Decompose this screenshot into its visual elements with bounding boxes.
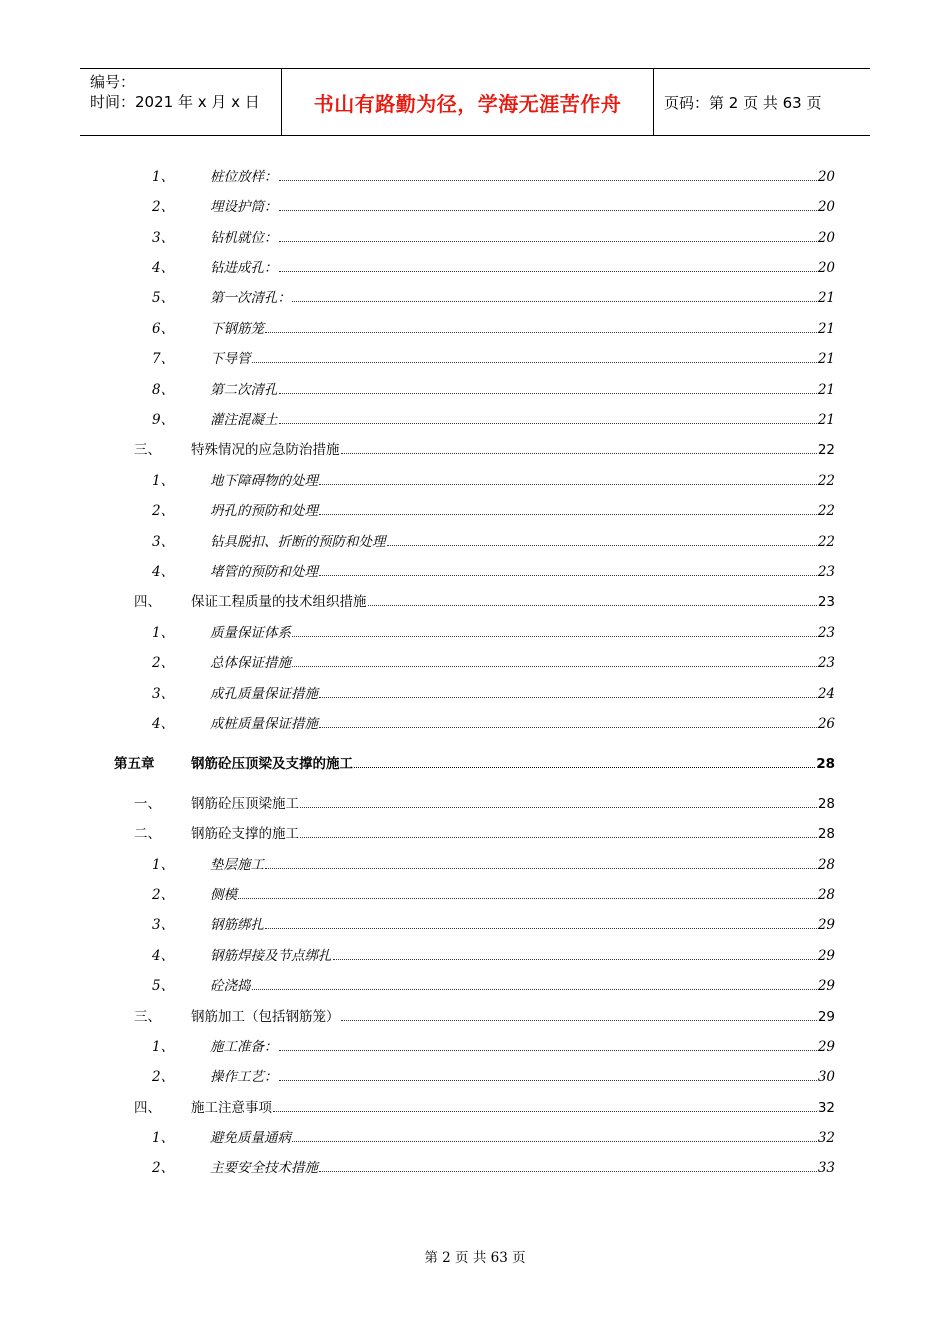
toc-entry-page: 26 bbox=[817, 716, 835, 732]
toc-entry-page: 22 bbox=[817, 473, 835, 489]
toc-entry-line bbox=[210, 167, 835, 187]
toc-entry-number: 2、 bbox=[152, 887, 175, 903]
toc-entry[interactable] bbox=[0, 592, 950, 612]
dot-leader bbox=[265, 331, 817, 333]
toc-entry-line bbox=[191, 754, 835, 774]
toc-entry[interactable] bbox=[0, 288, 950, 308]
toc-entry-line bbox=[210, 197, 835, 217]
toc-entry-number: 7、 bbox=[152, 351, 175, 367]
toc-entry-title: 下钢筋笼 bbox=[210, 321, 264, 337]
toc-entry[interactable] bbox=[0, 228, 950, 248]
toc-entry[interactable] bbox=[0, 562, 950, 582]
dot-leader bbox=[279, 209, 817, 211]
toc-entry-number: 8、 bbox=[152, 382, 175, 398]
toc-entry-line bbox=[210, 1128, 835, 1148]
toc-entry-number: 4、 bbox=[152, 564, 175, 580]
toc-entry-title: 砼浇捣 bbox=[210, 978, 251, 994]
toc-entry-page: 22 bbox=[817, 442, 835, 458]
toc-entry[interactable] bbox=[0, 885, 950, 905]
toc-entry-number: 四、 bbox=[134, 1100, 161, 1116]
dot-leader bbox=[252, 361, 817, 363]
toc-entry-title: 桩位放样： bbox=[210, 169, 278, 185]
toc-entry-line bbox=[210, 976, 835, 996]
toc-entry[interactable] bbox=[0, 532, 950, 552]
toc-entry-number: 第五章 bbox=[114, 756, 155, 772]
toc-entry[interactable] bbox=[0, 167, 950, 187]
toc-entry-title: 坍孔的预防和处理 bbox=[210, 503, 318, 519]
page-footer: 第 2 页 共 63 页 bbox=[424, 1250, 526, 1266]
toc-entry[interactable] bbox=[0, 410, 950, 430]
toc-entry-title: 钢筋砼支撑的施工 bbox=[191, 826, 299, 842]
toc-entry[interactable] bbox=[0, 380, 950, 400]
toc-entry-title: 特殊情况的应急防治措施 bbox=[191, 442, 340, 458]
toc-entry-line bbox=[210, 410, 835, 430]
toc-entry-number: 3、 bbox=[152, 686, 175, 702]
toc-entry[interactable] bbox=[0, 440, 950, 460]
toc-entry-page: 30 bbox=[817, 1069, 835, 1085]
toc-entry-page: 21 bbox=[817, 321, 835, 337]
dot-leader bbox=[292, 300, 817, 302]
toc-entry[interactable] bbox=[0, 501, 950, 521]
toc-entry-title: 总体保证措施 bbox=[210, 655, 291, 671]
toc-entry-title: 第一次清孔： bbox=[210, 290, 291, 306]
header-page-info: 页码：第 2 页 共 63 页 bbox=[664, 93, 822, 112]
toc-entry-title: 钢筋砼压顶梁施工 bbox=[191, 796, 299, 812]
toc-entry-line bbox=[210, 532, 835, 552]
dot-leader bbox=[387, 544, 817, 546]
toc-entry[interactable] bbox=[0, 714, 950, 734]
toc-entry[interactable] bbox=[0, 1037, 950, 1057]
toc-entry-line bbox=[191, 1098, 835, 1118]
dot-leader bbox=[279, 270, 817, 272]
dot-leader bbox=[252, 988, 817, 990]
toc-entry-page: 28 bbox=[817, 857, 835, 873]
dot-leader bbox=[265, 927, 817, 929]
toc-entry-line bbox=[191, 1007, 835, 1027]
toc-entry-title: 施工准备： bbox=[210, 1039, 278, 1055]
toc-entry-number: 2、 bbox=[152, 199, 175, 215]
toc-entry-title: 主要安全技术措施 bbox=[210, 1160, 318, 1176]
toc-entry-number: 四、 bbox=[134, 594, 161, 610]
toc-entry[interactable] bbox=[0, 855, 950, 875]
toc-entry-page: 29 bbox=[817, 1009, 835, 1025]
toc-entry-line bbox=[210, 288, 835, 308]
toc-entry-number: 1、 bbox=[152, 1130, 175, 1146]
toc-entry-line bbox=[191, 824, 835, 844]
toc-entry-page: 23 bbox=[817, 564, 835, 580]
toc-entry[interactable] bbox=[0, 976, 950, 996]
toc-entry-page: 21 bbox=[817, 412, 835, 428]
toc-entry-line bbox=[210, 1037, 835, 1057]
toc-entry-title: 成桩质量保证措施 bbox=[210, 716, 318, 732]
dot-leader bbox=[292, 665, 817, 667]
time-label: 时间：2021 年 x 月 x 日 bbox=[90, 93, 260, 111]
toc-entry-title: 钻进成孔： bbox=[210, 260, 278, 276]
toc-entry-number: 2、 bbox=[152, 1069, 175, 1085]
dot-leader bbox=[279, 240, 817, 242]
toc-entry-number: 2、 bbox=[152, 1160, 175, 1176]
toc-entry-line bbox=[210, 714, 835, 734]
toc-entry-title: 钢筋焊接及节点绑扎 bbox=[210, 948, 332, 964]
toc-entry-page: 28 bbox=[817, 887, 835, 903]
toc-entry-line bbox=[210, 855, 835, 875]
toc-entry[interactable] bbox=[0, 623, 950, 643]
toc-entry-number: 1、 bbox=[152, 169, 175, 185]
toc-entry[interactable] bbox=[0, 915, 950, 935]
toc-entry-title: 地下障碍物的处理 bbox=[210, 473, 318, 489]
dot-leader bbox=[368, 604, 817, 606]
number-label: 编号： bbox=[90, 73, 136, 91]
toc-entry[interactable] bbox=[0, 1098, 950, 1118]
toc-entry-number: 5、 bbox=[152, 290, 175, 306]
toc-entry-page: 32 bbox=[817, 1130, 835, 1146]
toc-entry-page: 28 bbox=[817, 796, 835, 812]
toc-entry-line bbox=[210, 501, 835, 521]
toc-entry-line bbox=[191, 794, 835, 814]
toc-entry-title: 灌注混凝土 bbox=[210, 412, 278, 428]
toc-entry-page: 29 bbox=[817, 1039, 835, 1055]
dot-leader bbox=[279, 179, 817, 181]
toc-entry-title: 垫层施工 bbox=[210, 857, 264, 873]
toc-entry-page: 21 bbox=[817, 351, 835, 367]
toc-entry-page: 20 bbox=[817, 260, 835, 276]
dot-leader bbox=[319, 574, 817, 576]
header-motto: 书山有路勤为径，学海无涯苦作舟 bbox=[282, 69, 654, 135]
toc-entry[interactable] bbox=[0, 349, 950, 369]
page-header bbox=[80, 68, 870, 136]
toc-entry-line bbox=[210, 1067, 835, 1087]
toc-entry-page: 21 bbox=[817, 290, 835, 306]
toc-entry[interactable] bbox=[0, 946, 950, 966]
toc-entry-page: 29 bbox=[817, 978, 835, 994]
toc-entry-page: 23 bbox=[817, 625, 835, 641]
toc-entry-line bbox=[210, 380, 835, 400]
dot-leader bbox=[319, 696, 817, 698]
toc-entry-title: 成孔质量保证措施 bbox=[210, 686, 318, 702]
toc-entry-number: 4、 bbox=[152, 260, 175, 276]
dot-leader bbox=[333, 958, 817, 960]
toc-entry[interactable] bbox=[0, 684, 950, 704]
toc-entry-page: 23 bbox=[817, 594, 835, 610]
toc-entry-line bbox=[210, 915, 835, 935]
toc-entry-line bbox=[191, 592, 835, 612]
toc-entry-title: 第二次清孔 bbox=[210, 382, 278, 398]
toc-entry-line bbox=[210, 319, 835, 339]
dot-leader bbox=[354, 766, 815, 768]
toc-entry-page: 22 bbox=[817, 534, 835, 550]
toc-entry-line bbox=[191, 440, 835, 460]
toc-entry-title: 保证工程质量的技术组织措施 bbox=[191, 594, 367, 610]
toc-chapter-entry[interactable] bbox=[0, 754, 950, 774]
toc-entry-line bbox=[210, 684, 835, 704]
toc-entry-line bbox=[210, 1158, 835, 1178]
toc-entry-number: 3、 bbox=[152, 917, 175, 933]
toc-entry-title: 埋设护筒： bbox=[210, 199, 278, 215]
toc-entry-number: 1、 bbox=[152, 1039, 175, 1055]
dot-leader bbox=[341, 1019, 817, 1021]
toc-entry-page: 20 bbox=[817, 199, 835, 215]
dot-leader bbox=[279, 422, 817, 424]
dot-leader bbox=[279, 1049, 817, 1051]
toc-entry-line bbox=[210, 471, 835, 491]
toc-entry-page: 28 bbox=[816, 756, 835, 772]
toc-entry-title: 操作工艺： bbox=[210, 1069, 278, 1085]
toc-entry[interactable] bbox=[0, 824, 950, 844]
toc-entry-page: 28 bbox=[817, 826, 835, 842]
toc-entry-number: 3、 bbox=[152, 534, 175, 550]
toc-entry-number: 二、 bbox=[134, 826, 161, 842]
toc-entry-title: 避免质量通病 bbox=[210, 1130, 291, 1146]
toc-entry[interactable] bbox=[0, 794, 950, 814]
toc-entry-title: 下导管 bbox=[210, 351, 251, 367]
header-meta bbox=[80, 69, 282, 135]
toc-entry-number: 6、 bbox=[152, 321, 175, 337]
toc-entry-title: 侧模 bbox=[210, 887, 237, 903]
dot-leader bbox=[265, 867, 817, 869]
dot-leader bbox=[300, 836, 817, 838]
toc-entry-title: 施工注意事项 bbox=[191, 1100, 272, 1116]
toc-entry-title: 钻机就位： bbox=[210, 230, 278, 246]
toc-entry-page: 29 bbox=[817, 917, 835, 933]
toc-entry[interactable] bbox=[0, 319, 950, 339]
toc-entry-title: 钢筋加工（包括钢筋笼） bbox=[191, 1009, 340, 1025]
dot-leader bbox=[279, 1079, 817, 1081]
toc-entry-number: 9、 bbox=[152, 412, 175, 428]
toc-entry-number: 三、 bbox=[134, 1009, 161, 1025]
toc-entry-title: 堵管的预防和处理 bbox=[210, 564, 318, 580]
dot-leader bbox=[341, 452, 817, 454]
dot-leader bbox=[319, 483, 817, 485]
toc-entry-number: 一、 bbox=[134, 796, 161, 812]
toc-entry[interactable] bbox=[0, 471, 950, 491]
dot-leader bbox=[300, 806, 817, 808]
toc-entry[interactable] bbox=[0, 1128, 950, 1148]
toc-entry-line bbox=[210, 653, 835, 673]
toc-entry-line bbox=[210, 562, 835, 582]
dot-leader bbox=[292, 635, 817, 637]
toc-entry-number: 4、 bbox=[152, 948, 175, 964]
dot-leader bbox=[319, 1170, 817, 1172]
toc-entry-page: 22 bbox=[817, 503, 835, 519]
dot-leader bbox=[319, 513, 817, 515]
toc-entry-title: 质量保证体系 bbox=[210, 625, 291, 641]
toc-entry-title: 钢筋砼压顶梁及支撑的施工 bbox=[191, 756, 353, 772]
toc-entry-line bbox=[210, 228, 835, 248]
toc-entry-page: 33 bbox=[817, 1160, 835, 1176]
toc-entry-number: 三、 bbox=[134, 442, 161, 458]
toc-entry-page: 20 bbox=[817, 230, 835, 246]
dot-leader bbox=[273, 1110, 817, 1112]
toc-entry-number: 3、 bbox=[152, 230, 175, 246]
toc-entry[interactable] bbox=[0, 1067, 950, 1087]
toc-entry-title: 钻具脱扣、折断的预防和处理 bbox=[210, 534, 386, 550]
toc-entry[interactable] bbox=[0, 1007, 950, 1027]
toc-entry-number: 2、 bbox=[152, 655, 175, 671]
dot-leader bbox=[292, 1140, 817, 1142]
toc-entry-number: 4、 bbox=[152, 716, 175, 732]
toc-entry[interactable] bbox=[0, 653, 950, 673]
dot-leader bbox=[279, 392, 817, 394]
toc-entry-line bbox=[210, 349, 835, 369]
toc-entry[interactable] bbox=[0, 258, 950, 278]
dot-leader bbox=[319, 726, 817, 728]
toc-entry-line bbox=[210, 258, 835, 278]
toc-entry-number: 1、 bbox=[152, 625, 175, 641]
toc-entry-line bbox=[210, 946, 835, 966]
toc-entry-line bbox=[210, 623, 835, 643]
toc-entry-number: 2、 bbox=[152, 503, 175, 519]
dot-leader bbox=[238, 897, 817, 899]
toc-entry[interactable] bbox=[0, 1158, 950, 1178]
toc-entry-page: 21 bbox=[817, 382, 835, 398]
toc-entry-number: 1、 bbox=[152, 473, 175, 489]
toc-entry-page: 24 bbox=[817, 686, 835, 702]
toc-entry-page: 20 bbox=[817, 169, 835, 185]
toc-entry-page: 29 bbox=[817, 948, 835, 964]
toc-entry-number: 5、 bbox=[152, 978, 175, 994]
toc-entry-page: 23 bbox=[817, 655, 835, 671]
toc-entry[interactable] bbox=[0, 197, 950, 217]
toc-entry-page: 32 bbox=[817, 1100, 835, 1116]
toc-entry-number: 1、 bbox=[152, 857, 175, 873]
toc-entry-title: 钢筋绑扎 bbox=[210, 917, 264, 933]
toc-entry-line bbox=[210, 885, 835, 905]
